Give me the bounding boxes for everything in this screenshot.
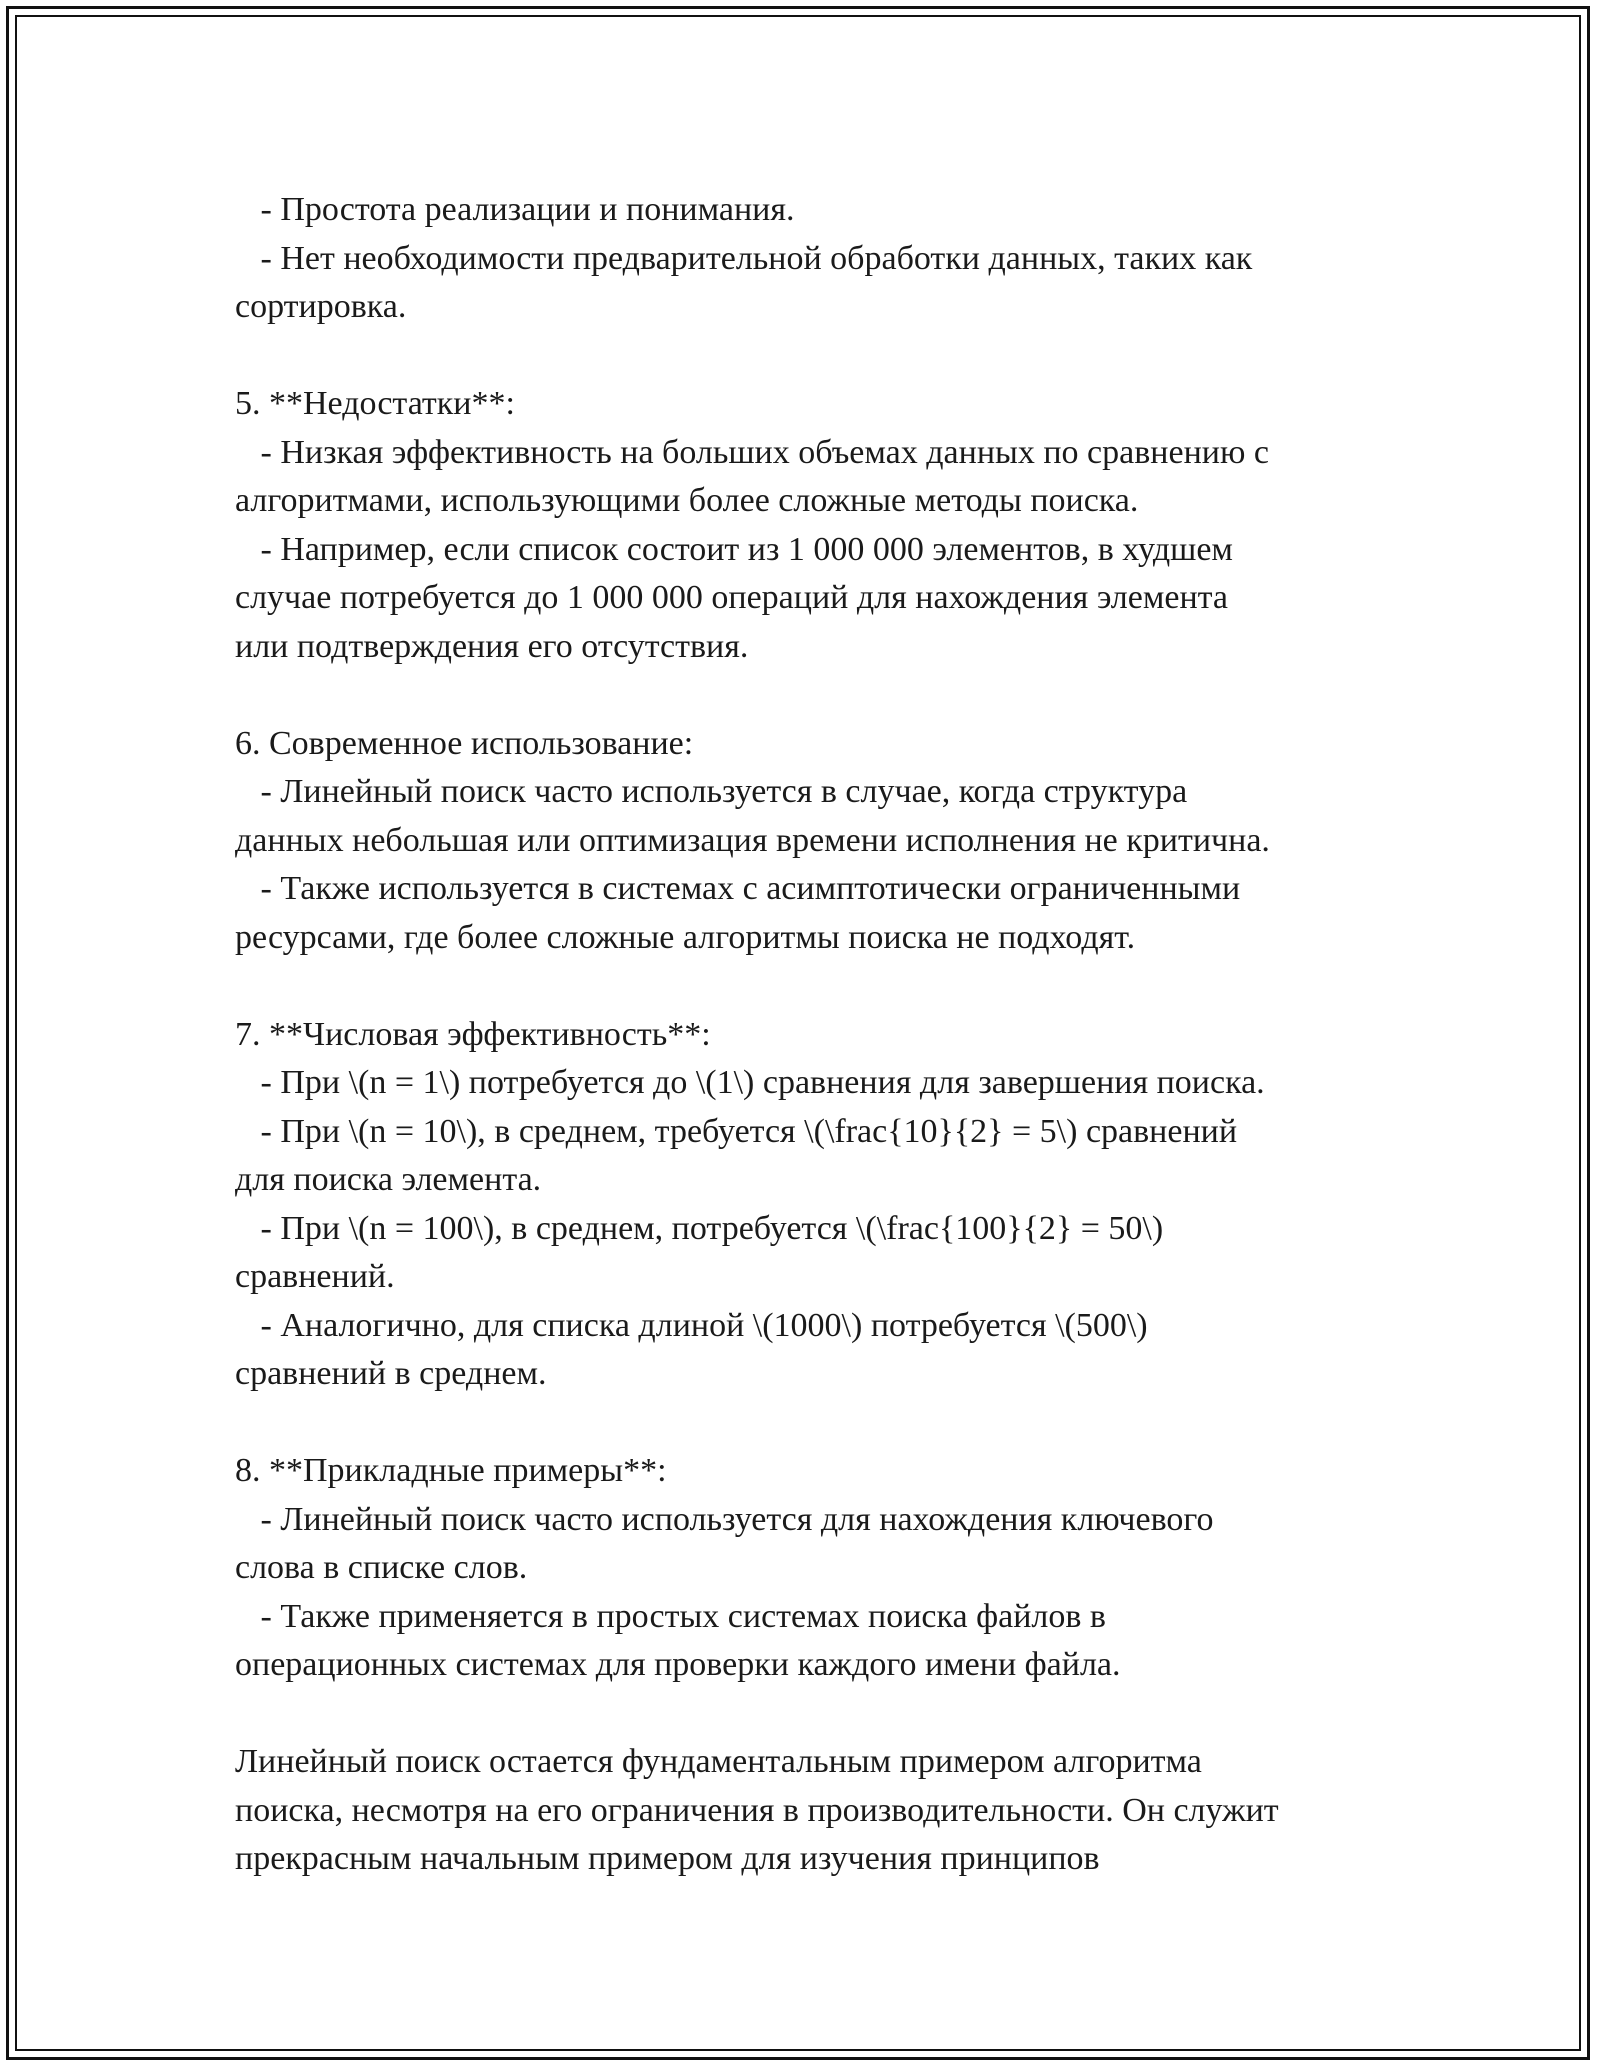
section-heading: 5. **Недостатки**: — [235, 385, 515, 422]
text-line: алгоритмами, использующими более сложные методы поиска. — [235, 482, 1139, 519]
text-line: - При \(n = 1\) потребуется до \(1\) сравнения для завершения поиска. — [235, 1064, 1265, 1101]
text-line: - Также применяется в простых системах поиска файлов в — [235, 1597, 1106, 1635]
text-line: - При \(n = 100\), в среднем, потребуется \(\frac{100}{2} = 50\) — [235, 1209, 1164, 1247]
text-line: для поиска элемента. — [235, 1161, 542, 1198]
text-line: - Линейный поиск часто используется в случае, когда структура — [235, 773, 1188, 810]
text-line: - Также используется в системах с асимптотически ограниченными — [235, 870, 1241, 907]
text-line: сравнений в среднем. — [235, 1355, 547, 1392]
blank-line — [235, 1690, 1415, 1739]
blank-line — [235, 962, 1415, 1011]
text-line: - Нет необходимости предварительной обработки данных, таких как — [235, 239, 1253, 277]
blank-line — [235, 332, 1415, 381]
conclusion-line: поиска, несмотря на его ограничения в производительности. Он служит — [235, 1791, 1279, 1829]
text-line: - Простота реализации и понимания. — [235, 191, 795, 228]
text-line: или подтверждения его отсутствия. — [235, 627, 749, 665]
text-line: сортировка. — [235, 288, 407, 325]
text-line: случае потребуется до 1 000 000 операций для нахождения элемента — [235, 579, 1229, 616]
blank-line — [235, 671, 1415, 720]
text-line: слова в списке слов. — [235, 1549, 528, 1586]
text-line: ресурсами, где более сложные алгоритмы поиска не подходят. — [235, 918, 1136, 956]
conclusion-line: прекрасным начальным примером для изучения принципов — [235, 1840, 1100, 1877]
text-line: - Низкая эффективность на больших объемах данных по сравнению с — [235, 433, 1269, 471]
text-line: сравнений. — [235, 1258, 395, 1295]
section-heading: 6. Современное использование: — [235, 724, 694, 762]
text-line: - Например, если список состоит из 1 000 000 элементов, в худшем — [235, 530, 1233, 568]
text-line: данных небольшая или оптимизация времени исполнения не критична. — [235, 821, 1270, 859]
text-line: операционных системах для проверки каждого имени файла. — [235, 1646, 1121, 1683]
section-heading: 7. **Числовая эффективность**: — [235, 1015, 711, 1053]
text-line: - Линейный поиск часто используется для нахождения ключевого — [235, 1500, 1214, 1538]
blank-line — [235, 1399, 1415, 1448]
document-text — [235, 186, 1415, 1884]
text-line: - При \(n = 10\), в среднем, требуется \(\frac{10}{2} = 5\) сравнений — [235, 1112, 1238, 1150]
section-heading: 8. **Прикладные примеры**: — [235, 1452, 667, 1489]
text-line: - Аналогично, для списка длиной \(1000\) потребуется \(500\) — [235, 1306, 1148, 1344]
conclusion-line: Линейный поиск остается фундаментальным примером алгоритма — [235, 1743, 1202, 1780]
